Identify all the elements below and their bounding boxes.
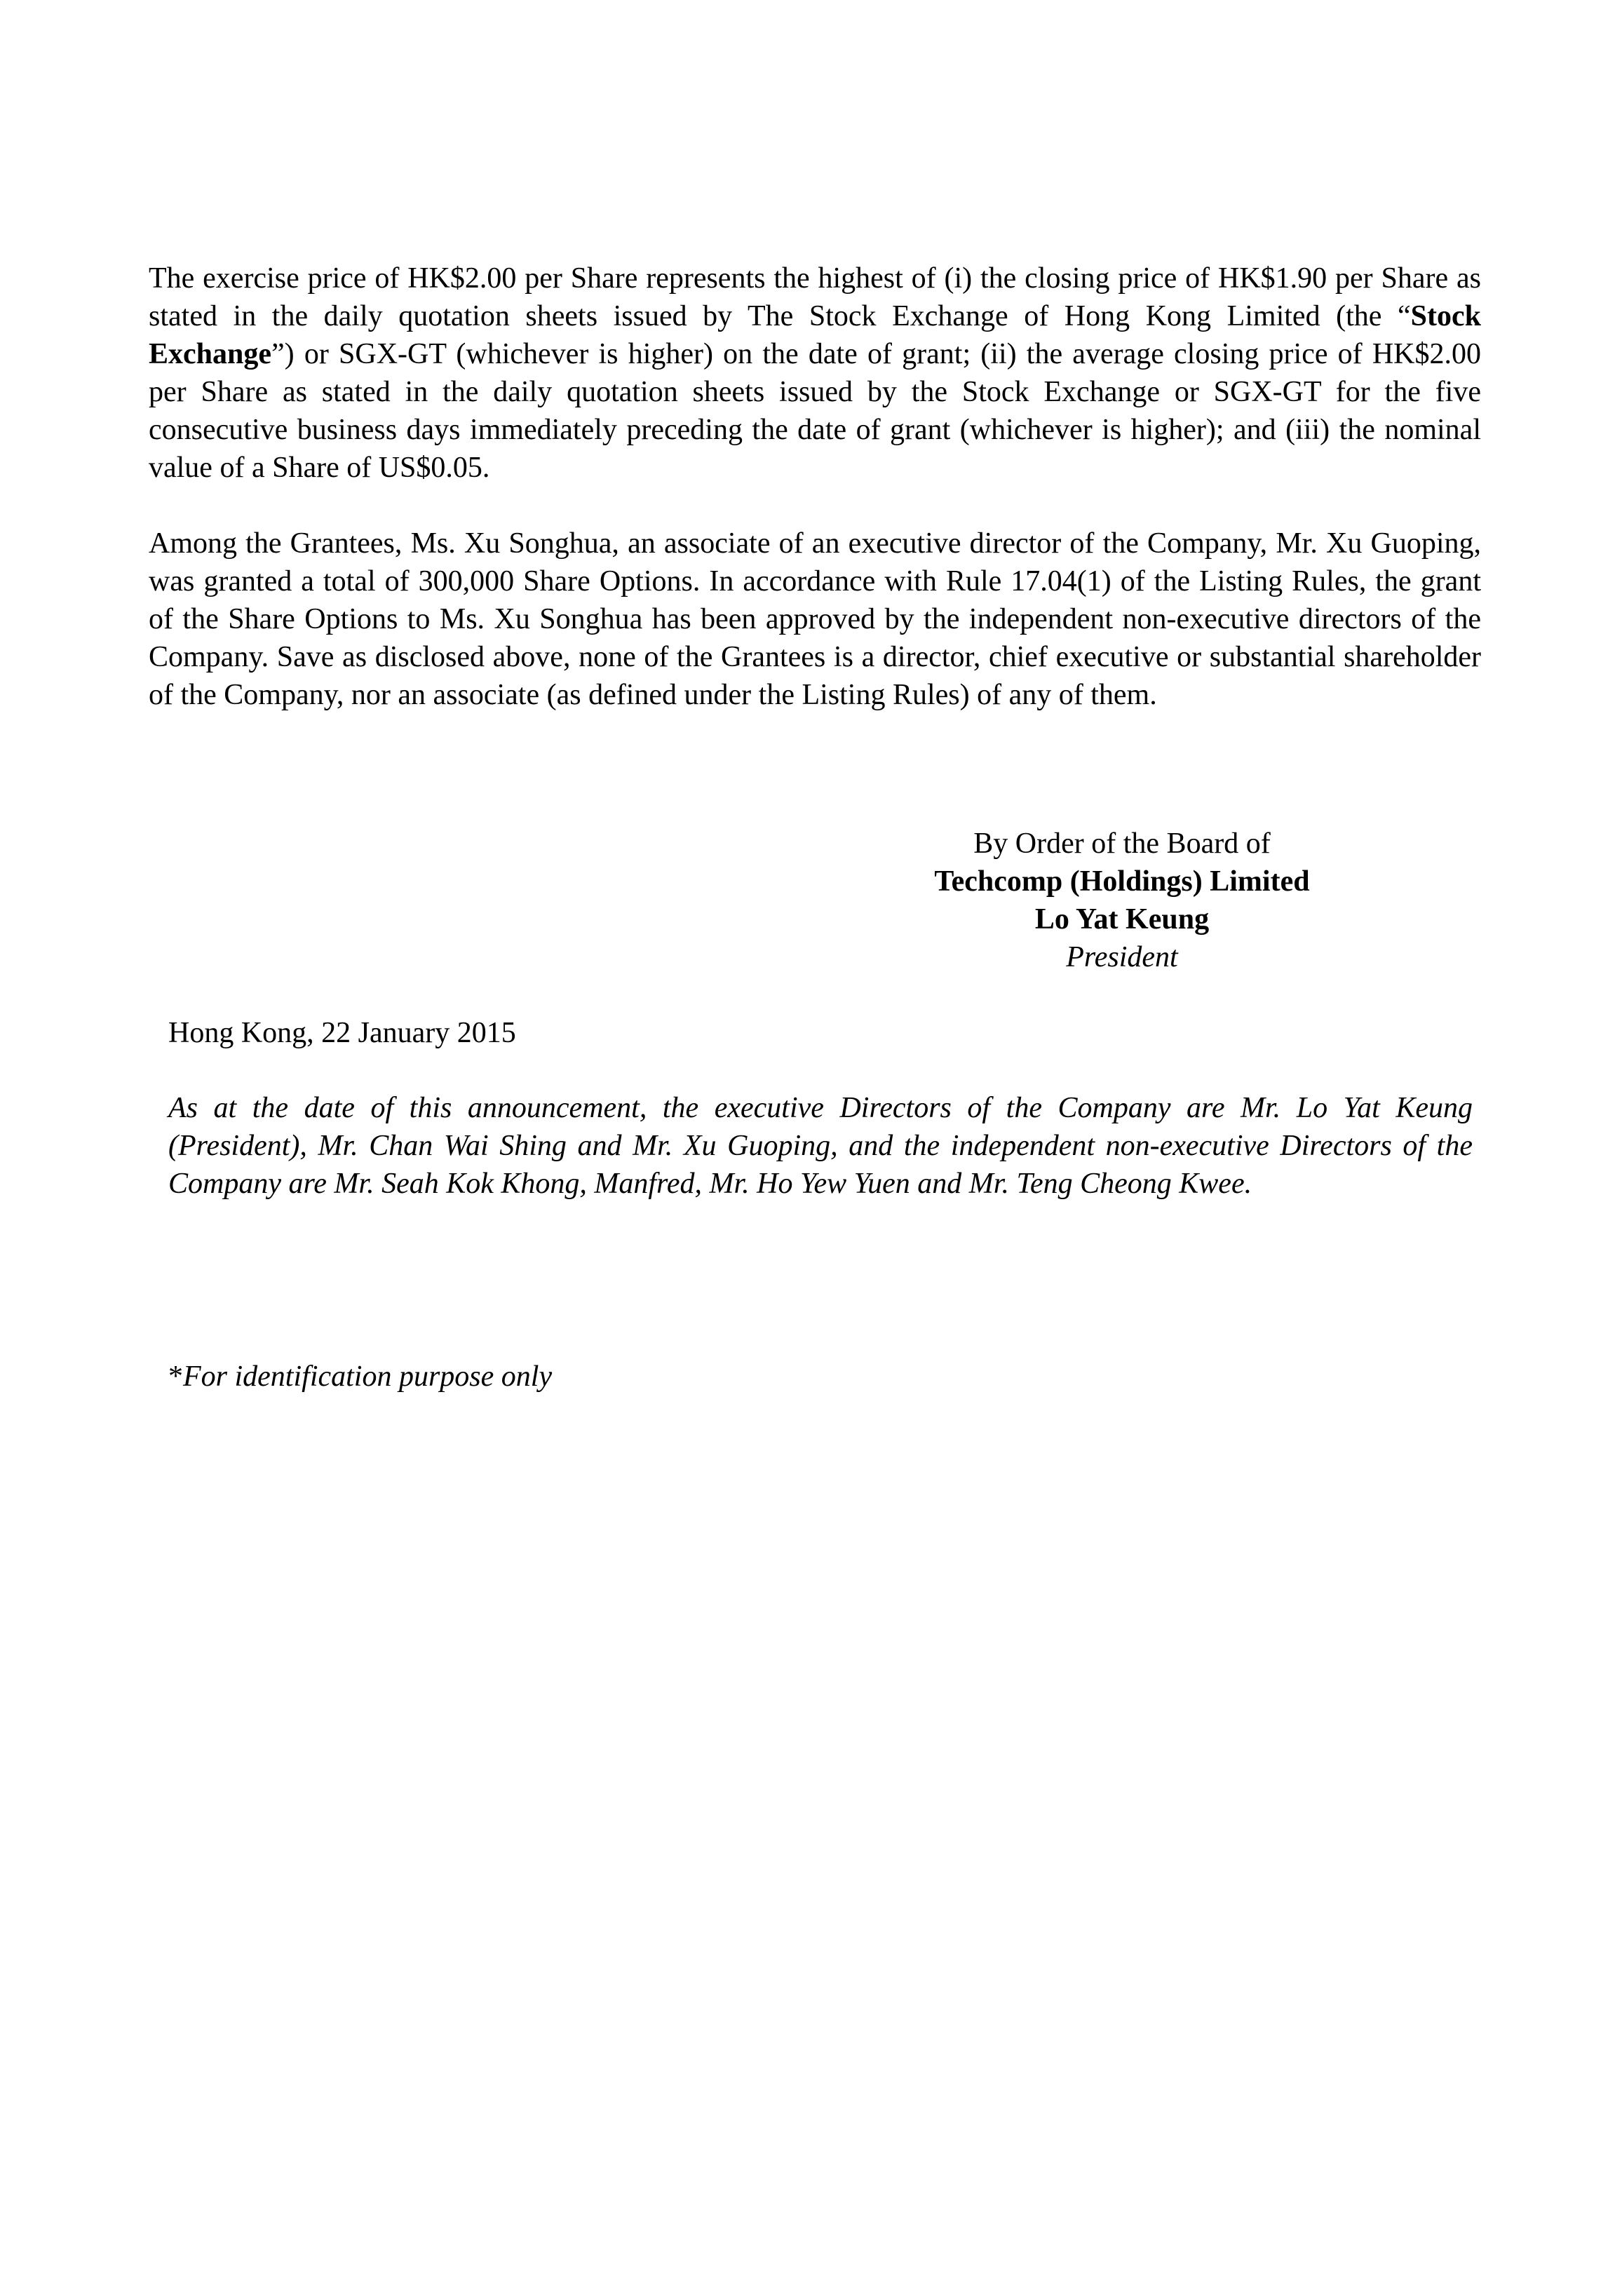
signature-order-line: By Order of the Board of: [973, 828, 1271, 860]
footnote-marker: *: [168, 1360, 183, 1393]
signatory-name: Lo Yat Keung: [1034, 903, 1210, 936]
footnote-text: For identification purpose only: [183, 1360, 553, 1393]
exercise-price-text-a: The exercise price of HK$2.00 per Share represents the highest of (i) the closing price of HK$1.90 per Share as stated in the daily quotation sheets issued by The Stock Exchange of Hong Kong Limited (the “: [149, 262, 1481, 332]
signatory-title: President: [1066, 941, 1178, 973]
signature-company-name: Techcomp (Holdings) Limited: [934, 865, 1310, 898]
exercise-price-text-b: ”) or SGX-GT (whichever is higher) on the date of grant; (ii) the average closing price of HK$2.00 per Share as stated in the daily quotation sheets issued by the Stock Exchange or SGX-GT for the five consecutive business days immediately preceding the date of grant (whichever is higher); and (iii) the nominal value of a Share of US$0.05.: [149, 338, 1481, 484]
directors-note: As at the date of this announcement, the executive Directors of the Company are Mr. Lo Yat Keung (President), Mr. Chan Wai Shing and Mr. Xu Guoping, and the independent non-executive Directors of the Company are Mr. Seah Kok Khong, Manfred, Mr. Ho Yew Yuen and Mr. Teng Cheong Kwee.: [168, 1092, 1473, 1200]
place-and-date: Hong Kong, 22 January 2015: [168, 1017, 516, 1049]
identification-footnote: [168, 1358, 552, 1396]
grantees-paragraph: Among the Grantees, Ms. Xu Songhua, an associate of an executive director of the Company, Mr. Xu Guoping, was granted a total of 300,000 Share Options. In accordance with Rule 17.04(1) of the Listing Rules, the grant of the Share Options to Ms. Xu Songhua has been approved by the independent non-executive directors of the Company. Save as disclosed above, none of the Grantees is a director, chief executive or substantial shareholder of the Company, nor an associate (as defined under the Listing Rules) of any of them.: [149, 527, 1481, 711]
signature-block: [912, 825, 1332, 976]
exercise-price-paragraph: [149, 259, 1481, 487]
stock-exchange-defined-term: Stock Exchange: [149, 300, 1481, 370]
